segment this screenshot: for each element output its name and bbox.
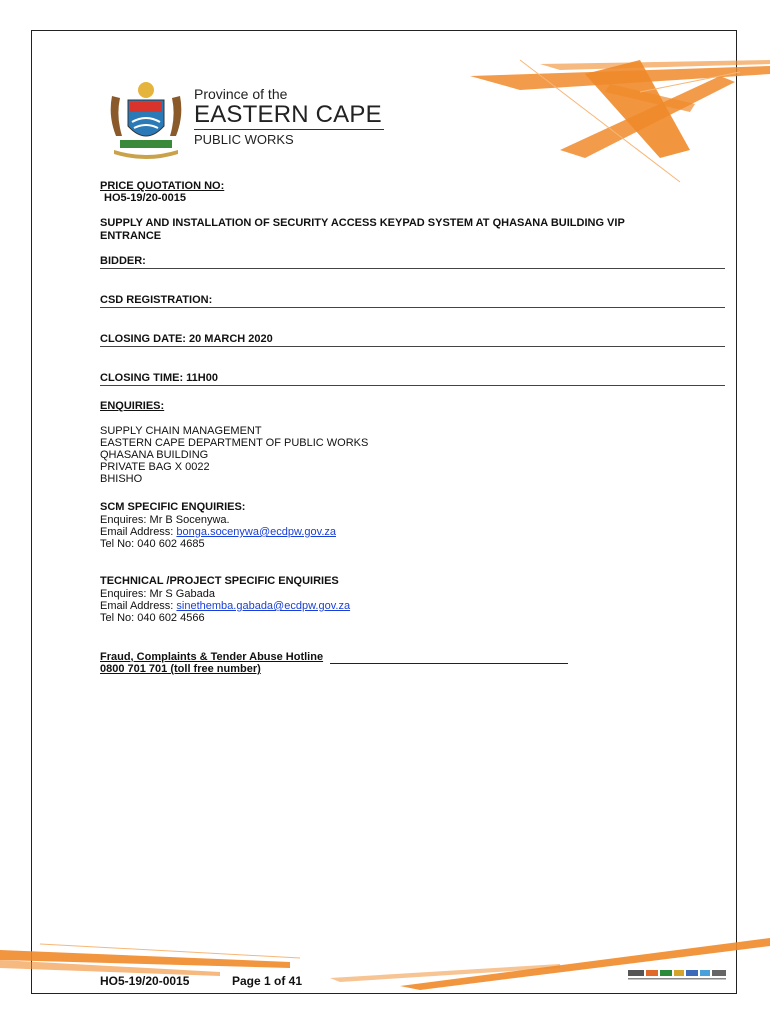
closing-time-rule [100,385,725,386]
scm-email-label: Email Address: [100,526,177,538]
quotation-title-line-2: ENTRANCE [100,230,162,242]
footer-page-number: Page 1 of 41 [232,974,303,988]
enquiries-address [100,425,368,485]
scm-contact: Enquires: Mr B Socenywa. [100,514,230,526]
quotation-label: PRICE QUOTATION NO: [100,180,225,192]
closing-time: CLOSING TIME: 11H00 [100,372,218,384]
address-line: PRIVATE BAG X 0022 [100,461,210,473]
scm-enquiries-label: SCM SPECIFIC ENQUIRIES: [100,501,246,513]
logo-divider [194,129,384,130]
quotation-number: HO5-19/20-0015 [104,192,186,204]
bidder-rule [100,268,725,269]
hotline-underline-extension [330,663,568,664]
csd-registration-label: CSD REGISTRATION: [100,294,213,306]
hotline-label: Fraud, Complaints & Tender Abuse Hotline [100,651,324,663]
scm-email-row [100,526,336,539]
org-line-1: Province of the [194,86,288,102]
footer-doc-number: HO5-19/20-0015 [100,974,190,988]
technical-tel: Tel No: 040 602 4566 [100,612,205,624]
org-line-3: PUBLIC WORKS [194,132,294,147]
closing-date-rule [100,346,725,347]
address-line: SUPPLY CHAIN MANAGEMENT [100,425,262,437]
hotline-number: 0800 701 701 (toll free number) [100,663,261,675]
address-line: EASTERN CAPE DEPARTMENT OF PUBLIC WORKS [100,437,369,449]
technical-email-row [100,600,350,613]
address-line: QHASANA BUILDING [100,449,209,461]
bidder-label: BIDDER: [100,255,146,267]
csd-rule [100,307,725,308]
organisation-logotype [194,86,384,147]
partner-logos-strip [628,968,728,982]
scm-email-link[interactable]: bonga.socenywa@ecdpw.gov.za [176,526,336,538]
technical-enquiries-label: TECHNICAL /PROJECT SPECIFIC ENQUIRIES [100,575,339,587]
coat-of-arms-logo [100,76,192,160]
enquiries-label: ENQUIRIES: [100,400,165,412]
address-line: BHISHO [100,473,143,485]
technical-email-link[interactable]: sinethemba.gabada@ecdpw.gov.za [176,600,351,612]
closing-date: CLOSING DATE: 20 MARCH 2020 [100,333,273,345]
quotation-title-line-1: SUPPLY AND INSTALLATION OF SECURITY ACCESS KEYPAD SYSTEM AT QHASANA BUILDING VIP [100,217,625,229]
org-line-2: EASTERN CAPE [194,101,382,128]
scm-tel: Tel No: 040 602 4685 [100,538,205,550]
technical-contact: Enquires: Mr S Gabada [100,588,215,600]
technical-email-label: Email Address: [100,600,177,612]
